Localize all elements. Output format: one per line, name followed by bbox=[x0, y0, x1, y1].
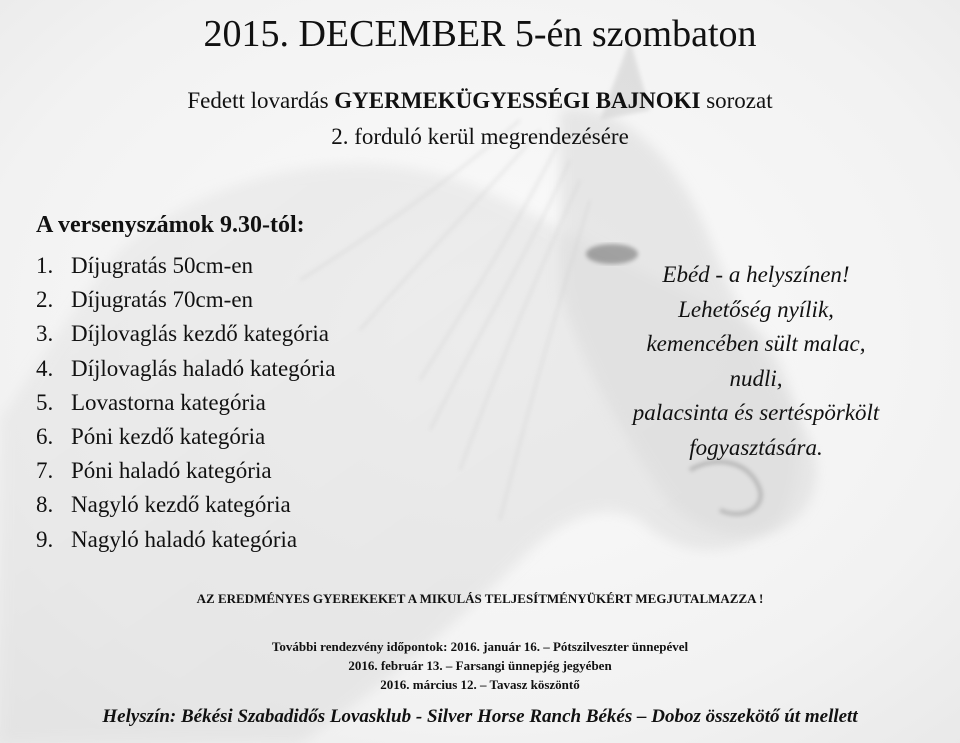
series-name: GYERMEKÜGYESSÉGI BAJNOKI bbox=[334, 88, 701, 113]
events-list bbox=[36, 249, 335, 557]
further-event-line: További rendezvény időpontok: 2016. január 16. – Pótszilveszter ünnepével bbox=[271, 639, 689, 654]
food-line: fogyasztására. bbox=[689, 434, 823, 460]
event-number: 9. bbox=[36, 526, 54, 552]
event-item bbox=[36, 386, 335, 420]
venue-line: Helyszín: Békési Szabadidős Lovasklub - Silver Horse Ranch Békés – Doboz összekötő út mellett bbox=[102, 706, 858, 727]
event-label: Lovastorna kategória bbox=[71, 389, 266, 415]
event-label: Nagyló kezdő kategória bbox=[71, 492, 291, 518]
food-line: kemencében sült malac, bbox=[646, 331, 866, 357]
food-line: palacsinta és sertéspörkölt bbox=[632, 400, 880, 426]
further-events bbox=[0, 637, 960, 694]
award-notice: AZ EREDMÉNYES GYEREKEKET A MIKULÁS TELJESÍTMÉNYÜKÉRT MEGJUTALMAZZA ! bbox=[196, 591, 764, 606]
event-label: Nagyló haladó kategória bbox=[71, 526, 298, 552]
events-heading: A versenyszámok 9.30-tól: bbox=[36, 212, 305, 238]
series-suffix: sorozat bbox=[700, 88, 773, 113]
event-label: Díjugratás 70cm-en bbox=[71, 287, 254, 313]
event-label: Díjlovaglás kezdő kategória bbox=[71, 321, 330, 347]
poster-title: 2015. DECEMBER 5-én szombaton bbox=[203, 13, 757, 55]
food-info bbox=[600, 258, 912, 466]
event-item bbox=[36, 488, 335, 522]
food-line: Ebéd - a helyszínen! bbox=[662, 262, 850, 287]
series-prefix: Fedett lovardás bbox=[187, 88, 335, 113]
event-item bbox=[36, 317, 335, 351]
event-number: 6. bbox=[36, 423, 54, 449]
event-label: Díjlovaglás haladó kategória bbox=[71, 355, 336, 381]
food-line: nudli, bbox=[729, 365, 783, 391]
event-item bbox=[36, 523, 335, 557]
event-item bbox=[36, 352, 335, 386]
event-number: 5. bbox=[36, 389, 54, 415]
event-number: 7. bbox=[36, 458, 54, 484]
event-label: Póni haladó kategória bbox=[71, 458, 272, 484]
event-number: 4. bbox=[36, 355, 54, 381]
event-label: Díjugratás 50cm-en bbox=[71, 253, 254, 278]
event-number: 2. bbox=[36, 287, 54, 313]
event-number: 8. bbox=[36, 492, 54, 518]
event-number: 3. bbox=[36, 321, 54, 347]
event-item bbox=[36, 454, 335, 488]
event-number: 1. bbox=[36, 253, 54, 278]
food-line: Lehetőség nyílik, bbox=[678, 296, 834, 322]
event-item bbox=[36, 420, 335, 454]
further-event-line: 2016. március 12. – Tavasz köszöntő bbox=[380, 677, 580, 692]
event-item bbox=[36, 249, 335, 283]
event-item bbox=[36, 283, 335, 317]
round-line: 2. forduló kerül megrendezésére bbox=[331, 124, 629, 149]
further-event-line: 2016. február 13. – Farsangi ünnepjég jegyében bbox=[348, 658, 612, 673]
event-label: Póni kezdő kategória bbox=[71, 423, 266, 449]
series-line bbox=[0, 88, 960, 114]
